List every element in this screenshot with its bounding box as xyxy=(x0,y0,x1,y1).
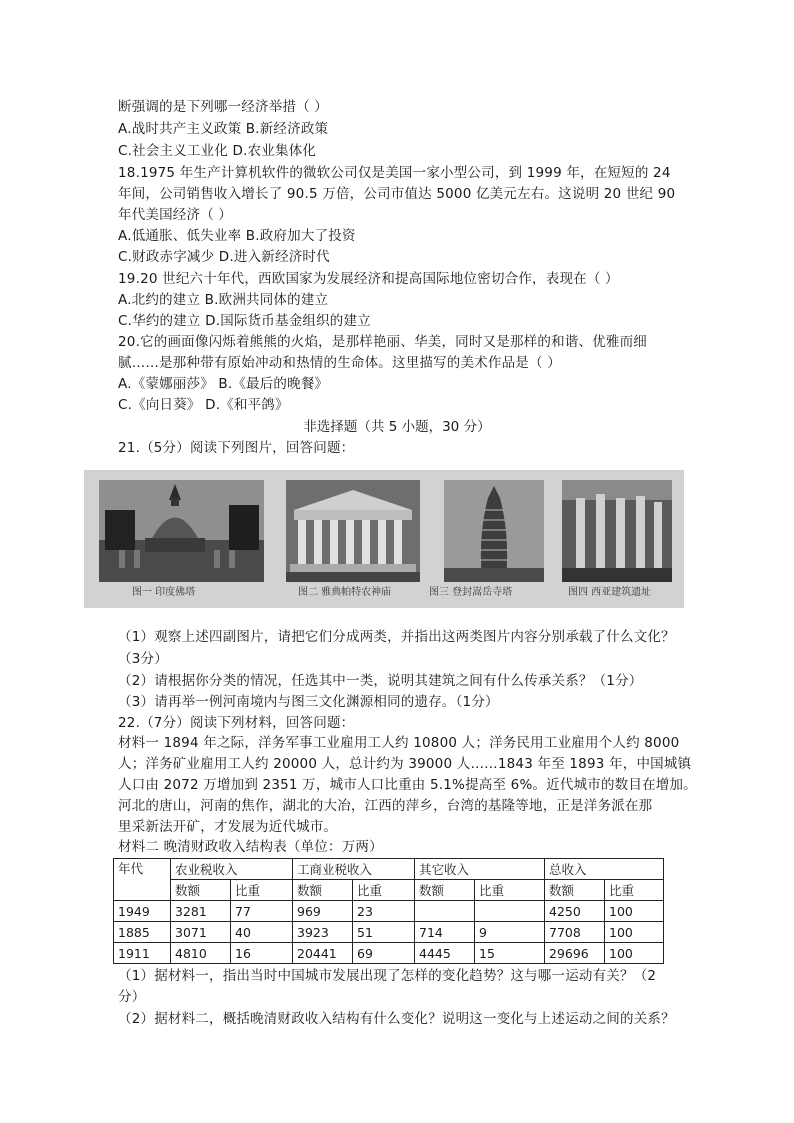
table-cell: 100 xyxy=(605,901,664,922)
option-line: C.《向日葵》 D.《和平鸽》 xyxy=(118,397,289,413)
material-line: 人；洋务矿业雇用工人约 20000 人，总计约为 39000 人……1843 年至 1893 年，中国城镇 xyxy=(118,756,692,772)
table-header-cell: 总收入 xyxy=(545,859,664,880)
table-header-cell: 数额 xyxy=(293,880,353,901)
figure-strip xyxy=(84,470,684,608)
parthenon-photo xyxy=(286,480,420,582)
material-line: 里采新法开矿，才发展为近代城市。 xyxy=(118,819,338,835)
table-header-cell: 数额 xyxy=(171,880,231,901)
table-cell: 69 xyxy=(353,943,415,964)
option-line: A.战时共产主义政策 B.新经济政策 xyxy=(118,121,329,137)
question-line: 20.它的画面像闪烁着熊熊的火焰，是那样艳丽、华美，同时又是那样的和谐、优雅而细 xyxy=(118,334,647,350)
material-line: 河北的唐山，河南的焦作，湖北的大冶，江西的萍乡，台湾的基隆等地，正是洋务派在那 xyxy=(118,798,653,814)
table-header-cell: 比重 xyxy=(605,880,664,901)
figure-caption: 图三 登封嵩岳寺塔 xyxy=(429,587,513,598)
table-cell: 15 xyxy=(475,943,545,964)
question-line: （1）观察上述四副图片，请把它们分成两类，并指出这两类图片内容分别承载了什么文化？ xyxy=(118,629,675,645)
table-cell: 1885 xyxy=(114,922,171,943)
question-line: （2）请根据你分类的情况，任选其中一类，说明其建筑之间有什么传承关系？（1分） xyxy=(118,673,643,689)
material-line: 人口由 2072 万增加到 2351 万，城市人口比重由 5.1%提高至 6%。近代城市的数目在增加。 xyxy=(118,777,697,793)
table-cell: 16 xyxy=(231,943,293,964)
table-cell: 3281 xyxy=(171,901,231,922)
table-header-cell: 农业税收入 xyxy=(171,859,293,880)
question-line: 19.20 世纪六十年代，西欧国家为发展经济和提高国际地位密切合作，表现在（ ） xyxy=(118,271,619,287)
table-row xyxy=(114,922,664,943)
question-line: （2）据材料二，概括晚清财政收入结构有什么变化？说明这一变化与上述运动之间的关系？ xyxy=(118,1011,675,1027)
table-cell: 3923 xyxy=(293,922,353,943)
question-line: 腻……是那种带有原始冲动和热情的生命体。这里描写的美术作品是（ ） xyxy=(118,355,561,371)
table-cell: 77 xyxy=(231,901,293,922)
table-cell: 40 xyxy=(231,922,293,943)
table-cell: 7708 xyxy=(545,922,605,943)
table-cell: 29696 xyxy=(545,943,605,964)
option-line: C.华约的建立 D.国际货币基金组织的建立 xyxy=(118,313,371,329)
table-header-cell: 数额 xyxy=(545,880,605,901)
table-cell: 969 xyxy=(293,901,353,922)
option-line: C.社会主义工业化 D.农业集体化 xyxy=(118,143,317,159)
table-cell: 23 xyxy=(353,901,415,922)
question-line: 年间，公司销售收入增长了 90.5 万倍，公司市值达 5000 亿美元左右。这说明 20 世纪 90 xyxy=(118,186,676,202)
table-cell xyxy=(415,901,475,922)
question-line: （3分） xyxy=(118,651,168,667)
table-row xyxy=(114,943,664,964)
question-line: （3）请再举一例河南境内与图三文化渊源相同的遗存。（1分） xyxy=(118,694,499,710)
table-header-cell: 比重 xyxy=(231,880,293,901)
table-header-cell: 工商业税收入 xyxy=(293,859,415,880)
question-22-intro: 22.（7分）阅读下列材料，回答问题： xyxy=(118,715,355,731)
figure-caption: 图四 西亚建筑遗址 xyxy=(568,587,652,598)
table-header-cell: 年代 xyxy=(114,859,171,901)
table-subheader-row xyxy=(114,880,664,901)
table-cell: 1949 xyxy=(114,901,171,922)
question-line: 分） xyxy=(118,989,146,1005)
table-cell: 20441 xyxy=(293,943,353,964)
ruins-photo xyxy=(562,480,672,582)
table-header-cell: 其它收入 xyxy=(415,859,545,880)
figure-caption: 图二 雅典帕特农神庙 xyxy=(298,587,392,598)
figure-caption: 图一 印度佛塔 xyxy=(132,587,196,598)
table-cell: 3071 xyxy=(171,922,231,943)
table-cell: 4250 xyxy=(545,901,605,922)
table-cell: 9 xyxy=(475,922,545,943)
table-title: 材料二 晚清财政收入结构表（单位：万两） xyxy=(118,839,383,855)
table-cell: 714 xyxy=(415,922,475,943)
table-header-cell: 比重 xyxy=(353,880,415,901)
table-cell: 100 xyxy=(605,943,664,964)
option-line: A.《蒙娜丽莎》 B.《最后的晚餐》 xyxy=(118,376,329,392)
table-header-cell: 比重 xyxy=(475,880,545,901)
question-21-intro: 21.（5分）阅读下列图片，回答问题： xyxy=(118,440,355,456)
option-line: A.低通胀、低失业率 B.政府加大了投资 xyxy=(118,228,356,244)
stupa-photo xyxy=(99,480,264,582)
pagoda-photo xyxy=(444,480,544,582)
question-line: 年代美国经济（ ） xyxy=(118,207,233,223)
material-line: 材料一 1894 年之际，洋务军事工业雇用工人约 10800 人；洋务民用工业雇用个人约 8000 xyxy=(118,735,680,751)
table-cell: 4445 xyxy=(415,943,475,964)
question-line: 18.1975 年生产计算机软件的微软公司仅是美国一家小型公司，到 1999 年，在短短的 24 xyxy=(118,165,671,181)
table-row xyxy=(114,901,664,922)
table-cell: 4810 xyxy=(171,943,231,964)
table-header-row xyxy=(114,859,664,880)
table-cell: 1911 xyxy=(114,943,171,964)
option-line: C.财政赤字减少 D.进入新经济时代 xyxy=(118,249,330,265)
option-line: A.北约的建立 B.欧洲共同体的建立 xyxy=(118,292,329,308)
section-title: 非选择题（共 5 小题，30 分） xyxy=(303,419,491,435)
table-cell: 51 xyxy=(353,922,415,943)
finance-table xyxy=(113,858,664,964)
table-cell xyxy=(475,901,545,922)
question-line: （1）据材料一，指出当时中国城市发展出现了怎样的变化趋势？这与哪一运动有关？（2 xyxy=(118,968,657,984)
table-cell: 100 xyxy=(605,922,664,943)
question-line: 断强调的是下列哪一经济举措（ ） xyxy=(118,99,328,115)
table-header-cell: 数额 xyxy=(415,880,475,901)
